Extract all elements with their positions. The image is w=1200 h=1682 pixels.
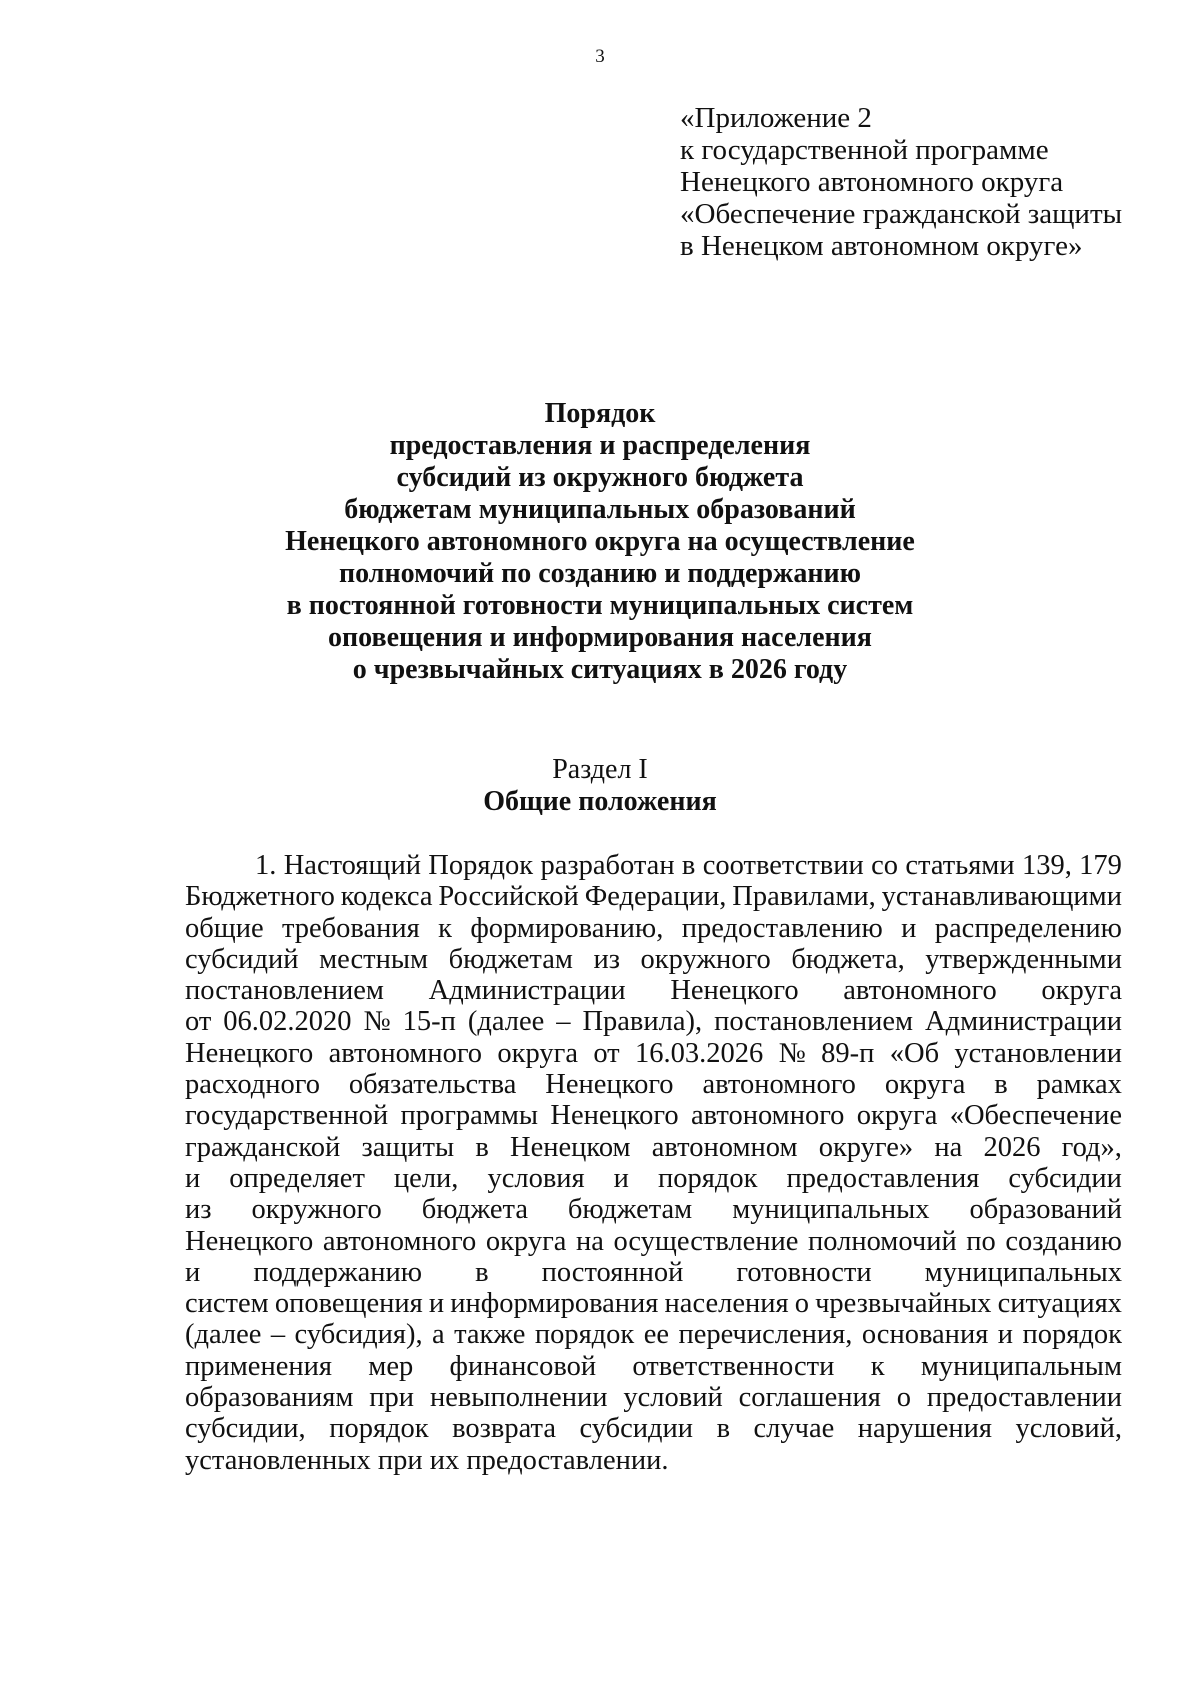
paragraph-word: поддержанию	[253, 1256, 423, 1288]
paragraph-word: в	[475, 1131, 489, 1163]
title-line: Ненецкого автономного округа на осуществление	[285, 526, 915, 557]
paragraph-word: Бюджетного	[185, 881, 335, 913]
paragraph-word: «Обеспечение	[949, 1100, 1122, 1132]
paragraph-word: в	[716, 1413, 731, 1445]
paragraph-word: а	[432, 1319, 445, 1351]
paragraph-word: соответствии	[702, 850, 864, 881]
paragraph-word: муниципальных	[732, 1194, 930, 1226]
title-line: бюджетам муниципальных образований	[344, 494, 856, 525]
paragraph-word: 89-п	[821, 1037, 875, 1069]
paragraph-1	[185, 850, 1122, 1476]
paragraph-word: Правила),	[582, 1006, 703, 1038]
paragraph-word: Федерации,	[584, 881, 727, 913]
paragraph-word: финансовой	[449, 1350, 597, 1382]
paragraph-word: и	[613, 1162, 629, 1194]
paragraph-word: 179	[1079, 850, 1122, 881]
paragraph-word: о	[794, 1288, 809, 1320]
paragraph-line	[185, 975, 1122, 1006]
paragraph-word: случае	[753, 1413, 835, 1445]
appendix-line: к государственной программе	[680, 134, 1049, 166]
paragraph-word: образованиям	[185, 1382, 354, 1414]
title-line: оповещения и информирования населения	[328, 622, 872, 653]
paragraph-word: готовности	[736, 1256, 872, 1288]
paragraph-word: –	[270, 1319, 286, 1351]
paragraph-word: созданию	[1005, 1225, 1122, 1257]
paragraph-word: рамках	[1036, 1069, 1122, 1101]
paragraph-word: постановлением	[714, 1006, 914, 1038]
paragraph-word: условий	[623, 1382, 723, 1414]
paragraph-line	[185, 1194, 1122, 1225]
paragraph-word: со	[871, 850, 899, 881]
paragraph-word: субсидий	[185, 943, 299, 975]
paragraph-word: на	[575, 1225, 604, 1257]
appendix-line: «Обеспечение гражданской защиты	[680, 198, 1123, 230]
paragraph-word: субсидии	[1008, 1162, 1122, 1194]
paragraph-word: от	[593, 1037, 620, 1069]
section-heading	[0, 754, 1200, 818]
paragraph-word: цели,	[393, 1162, 459, 1194]
paragraph-line: установленных при их предоставлении.	[185, 1444, 669, 1476]
paragraph-word: субсидия),	[294, 1319, 423, 1351]
paragraph-word: 06.02.2020	[223, 1006, 352, 1038]
paragraph-word: муниципальных	[924, 1256, 1122, 1288]
paragraph-word: бюджетам	[567, 1194, 693, 1226]
paragraph-word: 16.03.2026	[635, 1037, 764, 1069]
page-number: 3	[595, 46, 605, 67]
paragraph-word: разработан	[540, 850, 675, 881]
paragraph-word: автономном	[651, 1131, 798, 1163]
paragraph-word: программы	[400, 1100, 539, 1132]
paragraph-word: 1.	[255, 850, 277, 881]
paragraph-word: №	[363, 1006, 391, 1038]
paragraph-word: возврата	[452, 1413, 556, 1445]
paragraph-word: из	[185, 1194, 212, 1226]
paragraph-line	[185, 1163, 1122, 1194]
paragraph-word: населения	[664, 1288, 789, 1320]
paragraph-line	[185, 1319, 1122, 1350]
paragraph-word: округе»	[818, 1131, 914, 1163]
paragraph-word: округа	[485, 1225, 567, 1257]
paragraph-line	[185, 1257, 1122, 1288]
paragraph-word: окружного	[251, 1194, 382, 1226]
paragraph-word: предоставлении	[926, 1382, 1122, 1414]
paragraph-word: порядок	[657, 1162, 758, 1194]
paragraph-line	[185, 1382, 1122, 1413]
paragraph-line	[185, 1226, 1122, 1257]
paragraph-word: государственной	[185, 1100, 389, 1132]
paragraph-word: к	[438, 912, 452, 944]
paragraph-word: условий,	[1015, 1413, 1122, 1445]
paragraph-line	[185, 1132, 1122, 1163]
paragraph-word: округа	[1041, 975, 1122, 1007]
paragraph-word: гражданской	[185, 1131, 341, 1163]
paragraph-word: (далее	[467, 1006, 545, 1038]
paragraph-word: Ненецкого	[185, 1225, 314, 1257]
paragraph-word: бюджета	[421, 1194, 528, 1226]
paragraph-word: от	[185, 1006, 212, 1038]
section-label: Раздел I	[552, 754, 648, 785]
paragraph-word: автономного	[690, 1100, 845, 1132]
paragraph-word: Настоящий	[283, 850, 421, 881]
paragraph-word: Ненецкого	[545, 1069, 674, 1101]
paragraph-word: ситуациях	[997, 1288, 1122, 1320]
paragraph-line	[185, 1006, 1122, 1037]
paragraph-word: в	[994, 1069, 1008, 1101]
paragraph-word: на	[934, 1131, 963, 1163]
paragraph-word: информирования	[450, 1288, 659, 1320]
paragraph-word: условия	[487, 1162, 585, 1194]
paragraph-word: постоянной	[541, 1256, 684, 1288]
paragraph-word: устанавливающими	[881, 881, 1122, 913]
paragraph-word: установлении	[954, 1037, 1122, 1069]
paragraph-word: субсидии,	[185, 1413, 306, 1445]
paragraph-word: утвержденными	[925, 943, 1122, 975]
title-line: предоставления и распределения	[389, 430, 811, 461]
paragraph-word: предоставлению	[681, 912, 883, 944]
paragraph-word: Администрации	[428, 975, 626, 1007]
paragraph-word: образований	[969, 1194, 1122, 1226]
paragraph-word: порядок	[534, 1319, 635, 1351]
paragraph-line	[185, 881, 1122, 912]
paragraph-line	[185, 1351, 1122, 1382]
paragraph-word: ее	[643, 1319, 670, 1351]
paragraph-word: о	[896, 1382, 912, 1414]
paragraph-line	[185, 1038, 1122, 1069]
paragraph-word: перечисления,	[678, 1319, 853, 1351]
paragraph-word: определяет	[229, 1162, 365, 1194]
paragraph-word: при	[369, 1382, 415, 1414]
paragraph-word: из	[593, 943, 620, 975]
paragraph-word: местным	[319, 943, 429, 975]
paragraph-word: осуществление	[613, 1225, 799, 1257]
paragraph-word: окружного	[640, 943, 771, 975]
paragraph-word: требования	[281, 912, 420, 944]
paragraph-line	[185, 850, 1122, 881]
paragraph-word: основания	[861, 1319, 989, 1351]
section-name: Общие положения	[483, 786, 717, 817]
paragraph-word: ответственности	[632, 1350, 835, 1382]
paragraph-word: 2026	[983, 1131, 1041, 1163]
paragraph-line	[185, 913, 1122, 944]
paragraph-line	[185, 944, 1122, 975]
paragraph-word: по	[966, 1225, 996, 1257]
document-title	[0, 398, 1200, 686]
paragraph-word: бюджетам	[448, 943, 573, 975]
paragraph-word: формированию,	[470, 912, 664, 944]
paragraph-word: автономного	[843, 975, 997, 1007]
paragraph-word: –	[556, 1006, 571, 1038]
paragraph-word: Правилами,	[732, 881, 876, 913]
paragraph-word: 139,	[1021, 850, 1072, 881]
paragraph-word: в	[681, 850, 696, 881]
paragraph-word: порядок	[329, 1413, 429, 1445]
paragraph-word: общие	[185, 912, 264, 944]
paragraph-word: и	[185, 1162, 201, 1194]
paragraph-word: применения	[185, 1350, 332, 1382]
paragraph-word: округа	[884, 1069, 966, 1101]
appendix-line: Ненецкого автономного округа	[680, 166, 1064, 198]
paragraph-line	[185, 1288, 1122, 1319]
paragraph-word: статьями	[905, 850, 1015, 881]
paragraph-word: Ненецкого	[670, 975, 799, 1007]
title-line: полномочий по созданию и поддержанию	[339, 558, 861, 589]
paragraph-word: округа	[497, 1037, 578, 1069]
paragraph-word: 15-п	[402, 1006, 456, 1038]
paragraph-word: и	[185, 1256, 201, 1288]
paragraph-word: «Об	[889, 1037, 940, 1069]
paragraph-word: Порядок	[428, 850, 534, 881]
paragraph-word: порядок	[1022, 1319, 1122, 1351]
paragraph-line	[185, 1100, 1122, 1131]
paragraph-word: мер	[368, 1350, 414, 1382]
paragraph-line	[185, 1069, 1122, 1100]
paragraph-word: автономного	[322, 1225, 477, 1257]
paragraph-word: Ненецкого	[185, 1037, 314, 1069]
paragraph-word: систем	[185, 1288, 269, 1320]
paragraph-word: муниципальным	[920, 1350, 1122, 1382]
paragraph-word: распределению	[934, 912, 1122, 944]
paragraph-word: оповещения	[274, 1288, 423, 1320]
paragraph-word: в	[475, 1256, 489, 1288]
paragraph-word: расходного	[185, 1069, 320, 1101]
paragraph-word: Ненецкого	[550, 1100, 679, 1132]
paragraph-word: Российской	[438, 881, 579, 913]
paragraph-word: кодекса	[340, 881, 433, 913]
paragraph-word: к	[870, 1350, 885, 1382]
paragraph-word: постановлением	[185, 975, 384, 1007]
paragraph-word: округа	[856, 1100, 938, 1132]
title-line: субсидий из окружного бюджета	[396, 462, 804, 493]
title-line: в постоянной готовности муниципальных систем	[286, 590, 914, 621]
paragraph-word: автономного	[702, 1069, 856, 1101]
paragraph-word: нарушения	[857, 1413, 993, 1445]
paragraph-word: №	[778, 1037, 806, 1069]
paragraph-word: также	[454, 1319, 526, 1351]
paragraph-word: обязательства	[348, 1069, 517, 1101]
paragraph-line	[185, 1413, 1122, 1444]
paragraph-word: защиты	[361, 1131, 455, 1163]
paragraph-word: невыполнении	[429, 1382, 608, 1414]
appendix-line: в Ненецком автономном округе»	[680, 230, 1083, 262]
paragraph-word: и	[428, 1288, 445, 1320]
title-line: о чрезвычайных ситуациях в 2026 году	[352, 654, 848, 685]
paragraph-word: бюджета,	[791, 943, 905, 975]
paragraph-word: и	[997, 1319, 1014, 1351]
paragraph-word: предоставления	[786, 1162, 980, 1194]
paragraph-word: чрезвычайных	[815, 1288, 992, 1320]
title-line: Порядок	[544, 398, 656, 429]
paragraph-word: Администрации	[925, 1006, 1122, 1038]
paragraph-word: и	[901, 912, 917, 944]
appendix-line: «Приложение 2	[680, 102, 872, 134]
paragraph-word: Ненецком	[510, 1131, 631, 1163]
paragraph-word: полномочий	[808, 1225, 957, 1257]
appendix-header	[680, 102, 1180, 262]
paragraph-word: (далее	[185, 1319, 262, 1351]
paragraph-word: субсидии	[579, 1413, 694, 1445]
paragraph-word: автономного	[328, 1037, 483, 1069]
paragraph-word: соглашения	[738, 1382, 881, 1414]
paragraph-word: год»,	[1061, 1131, 1122, 1163]
